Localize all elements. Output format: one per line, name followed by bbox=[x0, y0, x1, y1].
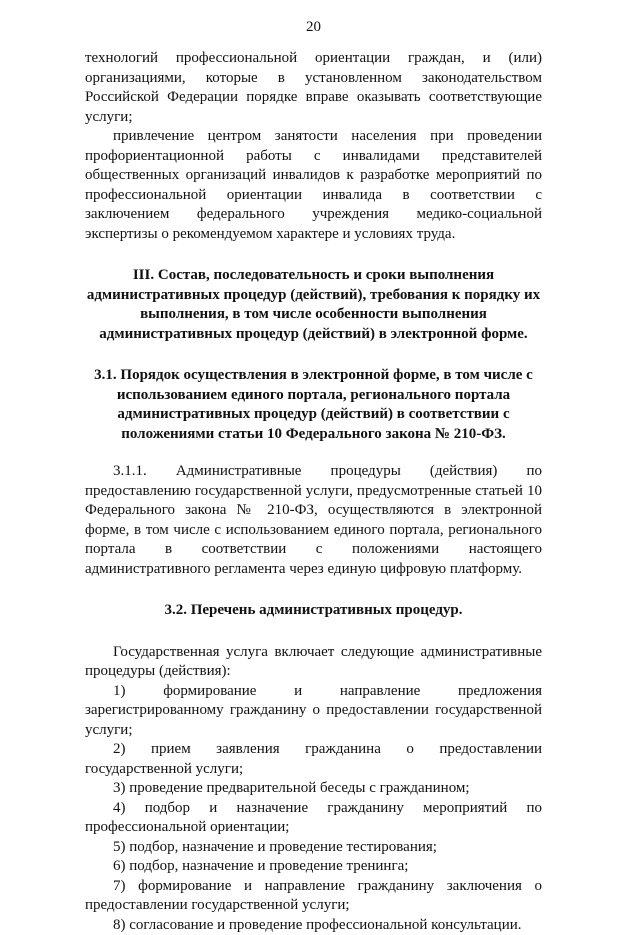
procedure-list-item: 6) подбор, назначение и проведение тренинга; bbox=[85, 857, 542, 877]
procedure-list-item: 7) формирование и направление гражданину заключения о предоставлении государственной услуги; bbox=[85, 877, 542, 916]
paragraph-continuation: технологий профессиональной ориентации граждан, и (или) организациями, которые в установленном законодательством Российской Федерации порядке вправе оказывать соответствующие услуги; bbox=[85, 49, 542, 127]
paragraph-3-1-1: 3.1.1. Административные процедуры (действия) по предоставлению государственной услуги, предусмотренные статьей 10 Федерального закона № 210-ФЗ, осуществляются в электронной форме, в том числе с использованием единого портала, регионального портала в соответствии с положениями настоящего административного регламента через единую цифровую платформу. bbox=[85, 462, 542, 579]
section-3-1-heading: 3.1. Порядок осуществления в электронной форме, в том числе с использованием единого портала, регионального портала административных процедур (действий) в соответствии с положениями статьи 10 Федерального закона № 210-ФЗ. bbox=[85, 366, 542, 444]
procedure-list-item: 2) прием заявления гражданина о предоставлении государственной услуги; bbox=[85, 740, 542, 779]
page-number: 20 bbox=[85, 18, 542, 37]
section-3-2-heading: 3.2. Перечень административных процедур. bbox=[85, 601, 542, 621]
procedure-list-item: 1) формирование и направление предложения зарегистрированному гражданину о предоставлении государственной услуги; bbox=[85, 682, 542, 741]
procedure-list-item: 3) проведение предварительной беседы с гражданином; bbox=[85, 779, 542, 799]
procedure-list-item: 5) подбор, назначение и проведение тестирования; bbox=[85, 838, 542, 858]
document-page bbox=[85, 18, 542, 935]
section-3-heading: III. Состав, последовательность и сроки выполнения административных процедур (действий), требования к порядку их выполнения, в том числе особенности выполнения административных процедур (действий) в электронной форме. bbox=[85, 266, 542, 344]
procedure-list-item: 4) подбор и назначение гражданину мероприятий по профессиональной ориентации; bbox=[85, 799, 542, 838]
paragraph-career-guidance-involvement: привлечение центром занятости населения при проведении профориентационной работы с инвалидами представителей общественных организаций инвалидов к разработке мероприятий по профессиональной ориентации инвалида в соответствии с заключением федерального учреждения медико-социальной экспертизы о рекомендуемом характере и условиях труда. bbox=[85, 127, 542, 244]
procedures-intro: Государственная услуга включает следующие административные процедуры (действия): bbox=[85, 643, 542, 682]
procedure-list-item: 8) согласование и проведение профессиональной консультации. bbox=[85, 916, 542, 935]
